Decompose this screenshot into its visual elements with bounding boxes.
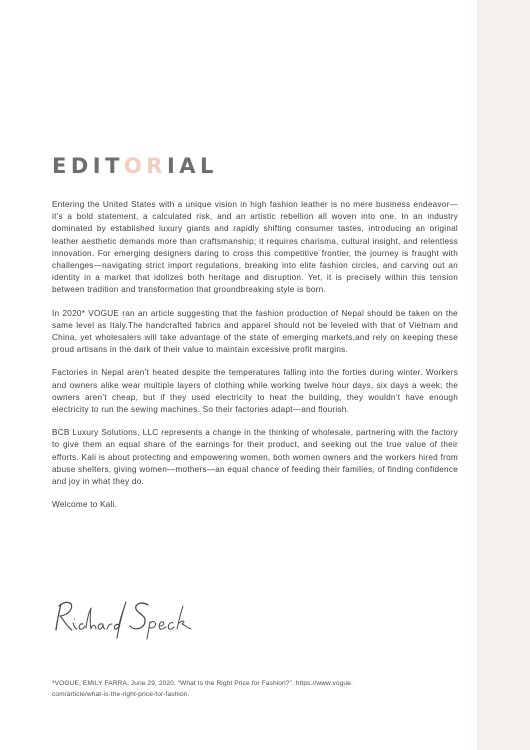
handwritten-signature [50, 596, 200, 640]
footnote [52, 679, 432, 700]
title-part-2: IAL [166, 154, 218, 178]
title-part-1: EDIT [52, 154, 124, 178]
footnote-line-2: com/article/what-is-the-right-price-for-fashion. [52, 690, 190, 698]
closing-line: Welcome to Kali. [52, 500, 118, 510]
editorial-body [52, 199, 458, 522]
paragraph-2: In 2020* VOGUE ran an article suggesting that the fashion production of Nepal should be taken on the same level as Italy.The handcrafted fabrics and apparel should not be leveled with that of Vietnam and China, yet wholesalers will take advantage of the state of emerging markets,and rely on keeping these proud artisans in the dark of their value to maintain excessive profit margins. [52, 308, 458, 355]
page-title [52, 153, 218, 179]
paragraph-1: Entering the United States with a unique vision in high fashion leather is no mere business endeavor—it’s a bold statement, a calculated risk, and an artistic rebellion all woven into one. In an industry dominated by established luxury giants and rapidly shifting consumer tastes, introducing an original leather aesthetic demands more than craftsmanship; it requires charisma, cultural insight, and relentless innovation. For emerging designers daring to cross this competitive frontier, the journey is fraught with challenges—navigating strict import regulations, breaking into elite fashion circles, and carving out an identity in a market that idolizes both heritage and disruption. Yet, it is precisely within this tension between tradition and transformation that groundbreaking style is born. [52, 200, 458, 295]
title-accent-letters: OR [123, 154, 167, 178]
footnote-line-1: *VOGUE, EMILY FARRA, June 29, 2020. “What Is the Right Price for Fashion?”. https://www.vogue. [52, 680, 353, 687]
side-color-band [477, 0, 530, 750]
paragraph-3: Factories in Nepal aren’t heated despite the temperatures falling into the forties during winter. Workers and owners alike wear multiple layers of clothing while working twelve hour days, six days a week; the owners aren’t cheap, but if they used electricity to heat the building, they wouldn’t have enough electricity to run the sewing machines. So their factories adapt—and flourish. [52, 368, 458, 415]
paragraph-4: BCB Luxury Solutions, LLC represents a change in the thinking of wholesale, partnering with the factory to give them an equal share of the earnings for their product, and seeking out the true value of their efforts. Kali is about protecting and empowering women, both women owners and the workers hired from abuse shelters, giving women—mothers—an equal chance of feeding their families, of finding confidence and joy in what they do. [52, 428, 458, 487]
